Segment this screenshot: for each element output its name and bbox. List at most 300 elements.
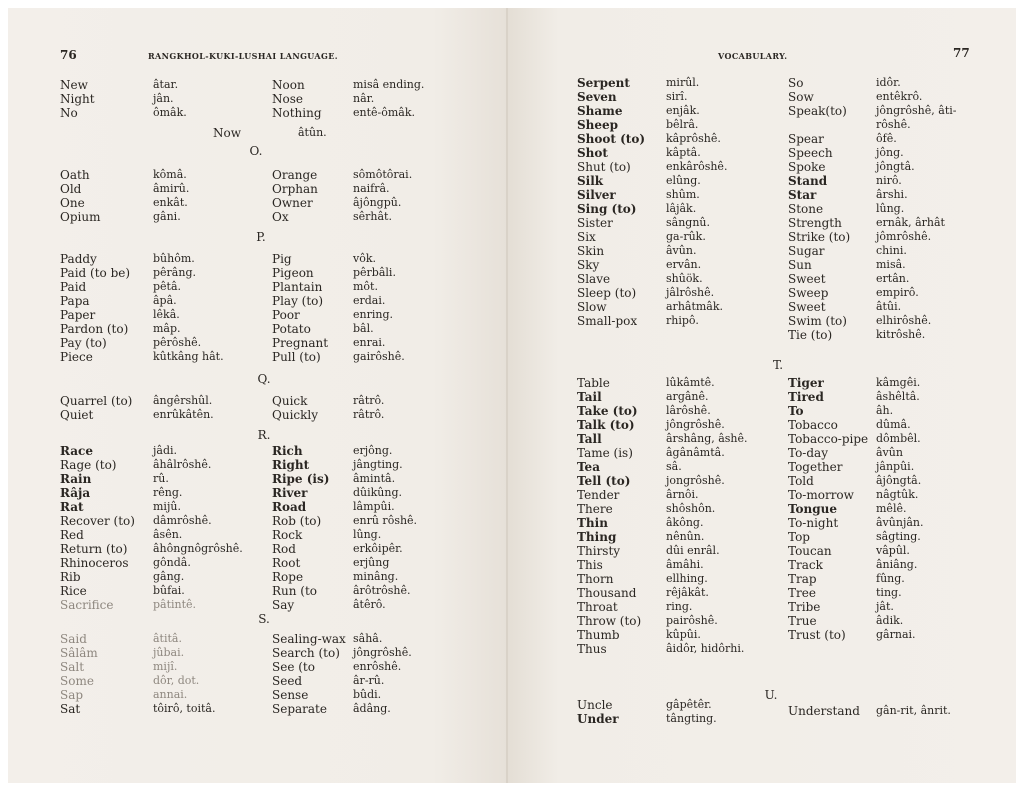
entry-definition: râtrô. — [353, 408, 385, 421]
entry-definition: kâmgêi. — [876, 376, 921, 389]
entry-word: Plantain — [272, 280, 323, 294]
entry-word: Sky — [577, 258, 600, 272]
entry-word: Shut (to) — [577, 160, 631, 174]
entry-definition: elhirôshê. — [876, 314, 932, 327]
entry-word: Race — [60, 444, 93, 458]
entry-definition: âjôngpû. — [353, 196, 402, 209]
entry-definition: lârôshê. — [666, 404, 711, 417]
entry-definition: enrai. — [353, 336, 386, 349]
entry-word: Pull (to) — [272, 350, 321, 364]
entry-definition: sêrhât. — [353, 210, 392, 223]
entry-word: Oath — [60, 168, 90, 182]
entry-word: Râja — [60, 486, 91, 500]
entry-definition: ômâk. — [153, 106, 187, 119]
entry-word: Play (to) — [272, 294, 324, 308]
entry-word: There — [577, 502, 613, 516]
entry-word: Speak(to) — [788, 104, 847, 118]
entry-word: This — [577, 558, 603, 572]
entry-word: Sugar — [788, 244, 825, 258]
entry-definition: âr-rû. — [353, 674, 385, 687]
entry-definition: entê-ômâk. — [353, 106, 416, 119]
entry-definition: bêlrâ. — [666, 118, 699, 131]
entry-definition: gân-rit, ânrit. — [876, 704, 951, 717]
entry-definition: âtitâ. — [153, 632, 182, 645]
entry-definition: erkôipêr. — [353, 542, 403, 555]
entry-word: Paddy — [60, 252, 97, 266]
entry-definition: âtûn. — [298, 126, 327, 139]
entry-definition: nênûn. — [666, 530, 705, 543]
entry-word: Tender — [577, 488, 620, 502]
entry-definition: jân. — [153, 92, 174, 105]
entry-word: Thorn — [577, 572, 614, 586]
letter-heading-q: Q. — [257, 372, 271, 386]
entry-definition: âtûi. — [876, 300, 902, 313]
entry-definition: bûhôm. — [153, 252, 195, 265]
entry-definition: jôngrôshê, âti-rôshê. — [876, 104, 957, 131]
entry-definition: vâpûl. — [876, 544, 910, 557]
page-number: 77 — [953, 46, 970, 60]
entry-definition: rêng. — [153, 486, 183, 499]
entry-word: Quickly — [272, 408, 319, 422]
entry-word: Thin — [577, 516, 608, 530]
entry-word: Sun — [788, 258, 812, 272]
entry-definition: gârnai. — [876, 628, 916, 641]
entry-definition: nâgtûk. — [876, 488, 919, 501]
entry-definition: dûmâ. — [876, 418, 911, 431]
entry-word: Road — [272, 500, 307, 514]
entry-definition: rû. — [153, 472, 169, 485]
entry-definition: âtêrô. — [353, 598, 386, 611]
entry-word: Sing (to) — [577, 202, 637, 216]
entry-definition: âhâlrôshê. — [153, 458, 212, 471]
entry-word: Throat — [577, 600, 618, 614]
entry-word: Told — [788, 474, 814, 488]
entry-word: Sealing-wax — [272, 632, 346, 646]
entry-definition: sângnû. — [666, 216, 710, 229]
entry-definition: mirûl. — [666, 76, 700, 89]
entry-definition: arhâtmâk. — [666, 300, 724, 313]
entry-definition: âdik. — [876, 614, 904, 627]
entry-word: Red — [60, 528, 84, 542]
entry-word: Nose — [272, 92, 303, 106]
entry-word: Orphan — [272, 182, 318, 196]
entry-word: Uncle — [577, 698, 613, 712]
entry-definition: âkông. — [666, 516, 704, 529]
entry-definition: ângêrshûl. — [153, 394, 213, 407]
entry-definition: kômâ. — [153, 168, 187, 181]
entry-definition: bûfai. — [153, 584, 185, 597]
entry-definition: âmâhi. — [666, 558, 704, 571]
entry-word: Tribe — [788, 600, 821, 614]
letter-heading-p: P. — [256, 230, 266, 244]
letter-heading-o: O. — [249, 144, 263, 158]
entry-word: Piece — [60, 350, 93, 364]
entry-word: Tongue — [788, 502, 838, 516]
entry-definition: shûök. — [666, 272, 703, 285]
entry-definition: âhôngnôgrôshê. — [153, 542, 243, 555]
entry-definition: lâmpûi. — [353, 500, 395, 513]
entry-definition: entêkrô. — [876, 90, 923, 103]
entry-definition: lûng. — [353, 528, 382, 541]
entry-definition: ervân. — [666, 258, 702, 271]
entry-word: Paper — [60, 308, 96, 322]
letter-heading-u: U. — [764, 688, 778, 702]
entry-word: Tiger — [788, 376, 824, 390]
entry-word: Return (to) — [60, 542, 128, 556]
entry-word: Seed — [272, 674, 303, 688]
entry-word: To — [788, 404, 804, 418]
entry-definition: sâ. — [666, 460, 682, 473]
entry-definition: enring. — [353, 308, 393, 321]
entry-definition: jûbai. — [153, 646, 185, 659]
entry-word: Pregnant — [272, 336, 329, 350]
entry-definition: lêkâ. — [153, 308, 180, 321]
entry-word: Trap — [788, 572, 817, 586]
entry-definition: jôngrôshê. — [666, 418, 725, 431]
entry-definition: gâpêtêr. — [666, 698, 712, 711]
entry-word: Pigeon — [272, 266, 314, 280]
entry-definition: kâprôshê. — [666, 132, 721, 145]
entry-definition: gâni. — [153, 210, 181, 223]
entry-word: Rob (to) — [272, 514, 322, 528]
entry-definition: jâdi. — [153, 444, 178, 457]
entry-definition: enkârôshê. — [666, 160, 728, 173]
entry-word: Strike (to) — [788, 230, 851, 244]
letter-heading-r: R. — [257, 428, 271, 442]
entry-word: Spear — [788, 132, 824, 146]
entry-word: Paid — [60, 280, 87, 294]
entry-word: Six — [577, 230, 596, 244]
entry-word: One — [60, 196, 85, 210]
entry-definition: dôr, dot. — [153, 674, 200, 687]
entry-word: Small-pox — [577, 314, 638, 328]
entry-definition: lûng. — [876, 202, 905, 215]
entry-definition: âjôngtâ. — [876, 474, 922, 487]
entry-word: Throw (to) — [577, 614, 642, 628]
entry-word: Sacrifice — [60, 598, 114, 612]
entry-word: Top — [788, 530, 810, 544]
entry-word: Opium — [60, 210, 101, 224]
entry-definition: mâp. — [153, 322, 181, 335]
entry-word: No — [60, 106, 78, 120]
entry-word: Seven — [577, 90, 617, 104]
running-head: RANGKHOL-KUKI-LUSHAI LANGUAGE. — [148, 51, 338, 61]
entry-word: Track — [788, 558, 823, 572]
entry-word: Tobacco — [788, 418, 838, 432]
entry-definition: âdâng. — [353, 702, 391, 715]
right-page — [508, 8, 1016, 783]
entry-definition: sômôtôrai. — [353, 168, 413, 181]
entry-definition: ga-rûk. — [666, 230, 706, 243]
entry-word: Say — [272, 598, 295, 612]
entry-word: Pay (to) — [60, 336, 107, 350]
entry-word: Sâlâm — [60, 646, 98, 660]
entry-definition: pairôshê. — [666, 614, 718, 627]
entry-definition: jâlrôshê. — [666, 286, 715, 299]
entry-word: Trust (to) — [788, 628, 846, 642]
entry-word: Quiet — [60, 408, 94, 422]
entry-definition: rhipô. — [666, 314, 699, 327]
entry-word: Thumb — [577, 628, 620, 642]
entry-definition: môt. — [353, 280, 378, 293]
entry-definition: jông. — [876, 146, 904, 159]
entry-word: Slave — [577, 272, 611, 286]
entry-word: Sweep — [788, 286, 829, 300]
entry-word: Silver — [577, 188, 616, 202]
entry-word: Sense — [272, 688, 309, 702]
entry-definition: kâptâ. — [666, 146, 701, 159]
entry-word: To-morrow — [788, 488, 854, 502]
entry-word: Together — [788, 460, 843, 474]
entry-definition: âpâ. — [153, 294, 177, 307]
entry-word: Tail — [577, 390, 602, 404]
entry-word: Tea — [577, 460, 600, 474]
left-page — [8, 8, 508, 783]
entry-word: Owner — [272, 196, 313, 210]
entry-definition: annai. — [153, 688, 188, 701]
entry-definition: ring. — [666, 600, 693, 613]
entry-word: Rich — [272, 444, 303, 458]
entry-definition: âshêltâ. — [876, 390, 920, 403]
entry-word: Potato — [272, 322, 311, 336]
entry-word: Now — [213, 126, 241, 140]
entry-word: Salt — [60, 660, 85, 674]
entry-word: Root — [272, 556, 301, 570]
page-number: 76 — [60, 48, 77, 62]
entry-definition: ernâk, ârhât — [876, 216, 945, 229]
entry-word: Slow — [577, 300, 607, 314]
entry-definition: mêlê. — [876, 502, 907, 515]
entry-word: Spoke — [788, 160, 826, 174]
entry-word: Sweet — [788, 300, 826, 314]
entry-definition: mijî. — [153, 660, 178, 673]
entry-definition: naifrâ. — [353, 182, 390, 195]
entry-word: Rain — [60, 472, 92, 486]
entry-word: Some — [60, 674, 94, 688]
entry-word: Under — [577, 712, 619, 726]
entry-word: Rod — [272, 542, 296, 556]
entry-definition: âidôr, hidôrhi. — [666, 642, 745, 655]
entry-definition: ellhing. — [666, 572, 708, 585]
entry-word: To-day — [788, 446, 828, 460]
entry-definition: pêtâ. — [153, 280, 182, 293]
entry-definition: âh. — [876, 404, 894, 417]
entry-word: River — [272, 486, 308, 500]
open-book — [8, 8, 1016, 783]
entry-word: Search (to) — [272, 646, 340, 660]
entry-definition: dûikûng. — [353, 486, 403, 499]
entry-definition: nâr. — [353, 92, 375, 105]
entry-word: Tell (to) — [577, 474, 631, 488]
entry-word: Pig — [272, 252, 292, 266]
entry-definition: misâ. — [876, 258, 906, 271]
entry-word: Rock — [272, 528, 303, 542]
letter-heading-s: S. — [258, 612, 270, 626]
entry-definition: fûng. — [876, 572, 905, 585]
entry-definition: ârnôi. — [666, 488, 699, 501]
entry-definition: tôirô, toitâ. — [153, 702, 216, 715]
entry-definition: jôngtâ. — [876, 160, 915, 173]
entry-word: Rope — [272, 570, 304, 584]
entry-word: Understand — [788, 704, 860, 718]
entry-definition: sâhâ. — [353, 632, 383, 645]
entry-definition: jongrôshê. — [666, 474, 725, 487]
entry-definition: jângting. — [353, 458, 403, 471]
entry-definition: dûi enrâl. — [666, 544, 720, 557]
entry-word: Noon — [272, 78, 305, 92]
entry-word: Sheep — [577, 118, 619, 132]
entry-word: Sleep (to) — [577, 286, 637, 300]
entry-definition: gairôshê. — [353, 350, 405, 363]
entry-word: Skin — [577, 244, 605, 258]
entry-word: Sap — [60, 688, 84, 702]
entry-word: Tame (is) — [577, 446, 633, 460]
entry-word: Night — [60, 92, 95, 106]
entry-word: Strength — [788, 216, 842, 230]
entry-definition: kûtkâng hât. — [153, 350, 224, 363]
entry-word: Nothing — [272, 106, 322, 120]
entry-word: Rib — [60, 570, 81, 584]
entry-definition: idôr. — [876, 76, 901, 89]
entry-definition: shûm. — [666, 188, 700, 201]
entry-definition: kitrôshê. — [876, 328, 926, 341]
entry-word: Rat — [60, 500, 84, 514]
entry-word: Toucan — [788, 544, 832, 558]
entry-word: To-night — [788, 516, 839, 530]
entry-word: Shot — [577, 146, 608, 160]
entry-definition: pêrbâli. — [353, 266, 396, 279]
entry-word: Shoot (to) — [577, 132, 646, 146]
entry-definition: âmintâ. — [353, 472, 396, 485]
entry-definition: dômbêl. — [876, 432, 921, 445]
entry-word: Thousand — [577, 586, 637, 600]
entry-definition: sirî. — [666, 90, 688, 103]
entry-word: Poor — [272, 308, 300, 322]
entry-word: Table — [577, 376, 610, 390]
entry-word: Sat — [60, 702, 81, 716]
entry-definition: ârshâng, âshê. — [666, 432, 748, 445]
entry-word: True — [788, 614, 817, 628]
entry-definition: âtar. — [153, 78, 179, 91]
entry-definition: bûdi. — [353, 688, 382, 701]
entry-word: Papa — [60, 294, 90, 308]
entry-definition: tângting. — [666, 712, 717, 725]
entry-word: Sow — [788, 90, 814, 104]
entry-definition: empirô. — [876, 286, 919, 299]
entry-definition: erdai. — [353, 294, 386, 307]
letter-heading-t: T. — [772, 358, 784, 372]
entry-word: Recover (to) — [60, 514, 135, 528]
entry-word: Tree — [788, 586, 816, 600]
entry-word: Talk (to) — [577, 418, 635, 432]
entry-word: Sister — [577, 216, 613, 230]
entry-word: Orange — [272, 168, 318, 182]
entry-definition: âmirû. — [153, 182, 190, 195]
entry-definition: misâ ending. — [353, 78, 425, 91]
entry-definition: vôk. — [353, 252, 376, 265]
entry-definition: pêrâng. — [153, 266, 196, 279]
entry-word: Serpent — [577, 76, 630, 90]
entry-word: Star — [788, 188, 817, 202]
entry-definition: bâl. — [353, 322, 374, 335]
entry-definition: râtrô. — [353, 394, 385, 407]
entry-word: Tobacco-pipe — [788, 432, 869, 446]
entry-definition: jânpûi. — [876, 460, 915, 473]
entry-word: Thirsty — [577, 544, 621, 558]
entry-definition: sâgting. — [876, 530, 921, 543]
entry-definition: ertân. — [876, 272, 910, 285]
entry-word: Tired — [788, 390, 824, 404]
entry-definition: dâmrôshê. — [153, 514, 212, 527]
entry-definition: âvûn — [876, 446, 903, 459]
entry-definition: âvûn. — [666, 244, 697, 257]
entry-word: Take (to) — [577, 404, 638, 418]
entry-word: Swim (to) — [788, 314, 847, 328]
entry-word: Thing — [577, 530, 617, 544]
entry-definition: âniâng. — [876, 558, 918, 571]
entry-word: Shame — [577, 104, 623, 118]
entry-word: Tall — [577, 432, 602, 446]
entry-definition: ârôtrôshê. — [353, 584, 411, 597]
entry-definition: jât. — [876, 600, 894, 613]
entry-definition: pâtintê. — [153, 598, 197, 611]
entry-definition: erjông. — [353, 444, 393, 457]
entry-definition: shôshôn. — [666, 502, 716, 515]
entry-word: Thus — [577, 642, 607, 656]
entry-definition: kûpûi. — [666, 628, 701, 641]
entry-word: Rage (to) — [60, 458, 117, 472]
entry-definition: jômrôshê. — [876, 230, 932, 243]
entry-word: Quick — [272, 394, 308, 408]
entry-definition: jôngrôshê. — [353, 646, 412, 659]
entry-word: Said — [60, 632, 87, 646]
entry-definition: mijû. — [153, 500, 181, 513]
entry-definition: chini. — [876, 244, 907, 257]
entry-word: Separate — [272, 702, 327, 716]
entry-word: Rhinoceros — [60, 556, 129, 570]
entry-word: Tie (to) — [788, 328, 833, 342]
entry-definition: âgânâmtâ. — [666, 446, 725, 459]
entry-definition: erjûng — [353, 556, 390, 569]
entry-word: See (to — [272, 660, 315, 674]
entry-word: Right — [272, 458, 310, 472]
entry-definition: enjâk. — [666, 104, 700, 117]
entry-definition: lâjâk. — [666, 202, 697, 215]
entry-word: Silk — [577, 174, 604, 188]
entry-definition: elûng. — [666, 174, 701, 187]
entry-word: Stone — [788, 202, 824, 216]
entry-definition: ârshi. — [876, 188, 908, 201]
entry-word: New — [60, 78, 88, 92]
entry-definition: lûkâmtê. — [666, 376, 715, 389]
entry-word: So — [788, 76, 804, 90]
entry-word: Ox — [272, 210, 289, 224]
entry-word: Rice — [60, 584, 87, 598]
entry-word: Pardon (to) — [60, 322, 129, 336]
entry-word: Run (to — [272, 584, 318, 598]
entry-definition: nirô. — [876, 174, 902, 187]
entry-word: Stand — [788, 174, 828, 188]
entry-definition: gâng. — [153, 570, 185, 583]
entry-definition: minâng. — [353, 570, 399, 583]
entry-word: Ripe (is) — [272, 472, 330, 486]
entry-definition: rêjâkât. — [666, 586, 709, 599]
entry-definition: enkât. — [153, 196, 188, 209]
entry-definition: enrû rôshê. — [353, 514, 418, 527]
entry-definition: enrôshê. — [353, 660, 402, 673]
entry-word: Sweet — [788, 272, 826, 286]
running-head: VOCABULARY. — [718, 51, 788, 61]
